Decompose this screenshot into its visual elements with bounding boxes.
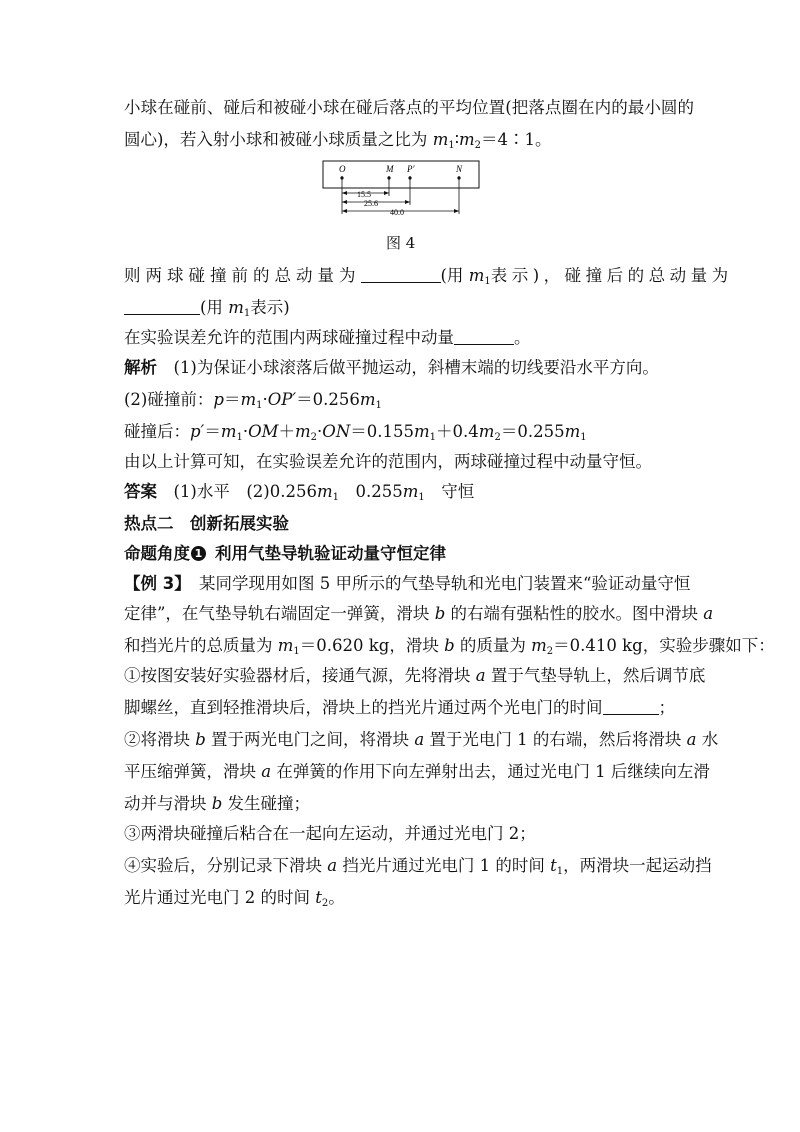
text-line: 动并与滑块 b 发生碰撞；: [124, 794, 311, 813]
text-line: 答案 (1)水平 $(2)0.256m_1$ $0.255m_1$ 守恒: [124, 482, 475, 503]
label-n: N: [456, 164, 463, 174]
text-line: 则两球碰撞前的总动量为 (用 $m_1$表示)，碰撞后的总动量为: [124, 266, 733, 287]
label-p-prime: P′: [407, 164, 415, 174]
text-line: 小球在碰前、碰后和被碰小球在碰后落点的平均位置(把落点圈在内的最小圆的: [124, 98, 694, 117]
text-line: (2)碰撞前：$p=m_1\cdot OP'=0.256m_1$: [124, 390, 382, 411]
text-line: 由以上计算可知，在实验误差允许的范围内，两球碰撞过程中动量守恒。: [124, 452, 652, 471]
text-line: ②将滑块 b 置于两光电门之间，将滑块 a 置于光电门 1 的右端，然后将滑块 a 水: [124, 730, 719, 749]
text-line: 光片通过光电门 2 的时间 $t_2$。: [124, 888, 345, 909]
text-line: 脚螺丝，直到轻推滑块后，滑块上的挡光片通过两个光电门的时间 ；: [124, 698, 675, 717]
dim-om: 15.5: [357, 190, 371, 199]
dim-op: 25.6: [364, 199, 378, 208]
text-line: 【例 3】 某同学现用如图 5 甲所示的气垫导轨和光电门装置来“验证动量守恒: [124, 574, 691, 593]
text-line: ③两滑块碰撞后粘合在一起向左运动，并通过光电门 2；: [124, 824, 536, 843]
text-line: 解析 (1)为保证小球滚落后做平抛运动，斜槽末端的切线要沿水平方向。: [124, 358, 659, 377]
figure-caption: 图 4: [386, 234, 416, 252]
figure-4-diagram: [322, 158, 482, 218]
text-line: 平压缩弹簧，滑块 a 在弹簧的作用下向左弹射出去，通过光电门 1 后继续向左滑: [124, 762, 710, 781]
subsection-heading: 命题角度 1 利用气垫导轨验证动量守恒定律: [124, 544, 446, 563]
label-m: M: [386, 164, 394, 174]
text-line: 圆心)，若入射小球和被碰小球质量之比为 $m_1∶m_2=4∶1$。: [124, 130, 552, 151]
number-1-icon: 1: [191, 546, 206, 561]
label-o: O: [339, 164, 346, 174]
text-line: 定律”，在气垫导轨右端固定一弹簧，滑块 b 的右端有强粘性的胶水。图中滑块 a: [124, 604, 714, 623]
dim-on: 40.0: [390, 208, 404, 217]
text-line: (用 $m_1$表示): [124, 296, 694, 320]
text-line: 碰撞后：$p'=m_1\cdot OM+m_2\cdot ON=0.155m_1+0.4m_2=0.255m_1$: [124, 422, 587, 443]
text-line: ④实验后，分别记录下滑块 a 挡光片通过光电门 1 的时间 $t_1$，两滑块一起运动挡: [124, 856, 712, 877]
text-line: ①按图安装好实验器材后，接通气源，先将滑块 a 置于气垫导轨上，然后调节底: [124, 666, 706, 685]
text-line: 在实验误差允许的范围内两球碰撞过程中动量 。: [124, 328, 531, 347]
section-heading: 热点二 创新拓展实验: [124, 514, 289, 533]
text-line: 和挡光片的总质量为 $m_1=0.620$ kg，滑块 b 的质量为 $m_2=0.410$ kg，实验步骤如下：: [124, 636, 775, 657]
